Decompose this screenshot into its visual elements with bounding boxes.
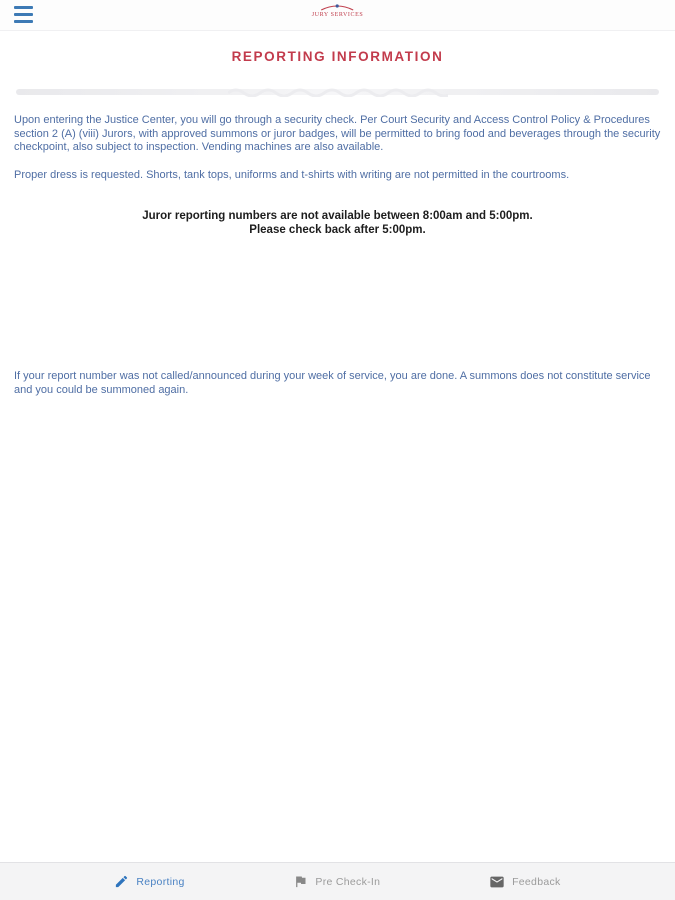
bottom-navigation-bar: [0, 862, 675, 900]
top-app-bar: [0, 0, 675, 31]
decorative-divider: [16, 89, 659, 95]
paragraph-security-check: Upon entering the Justice Center, you will go through a security check. Per Court Security and Access Control Policy & Procedures section 2 (A) (viii) Jurors, with approved summons or juror badges, will be permitted to bring food and beverages through the security checkpoint, also subject to inspection. Vending machines are also available.: [14, 114, 661, 153]
main-content: [0, 49, 675, 397]
logo-text: JURY SERVICES: [311, 12, 364, 18]
logo-arc-icon: [319, 4, 355, 11]
envelope-icon: [489, 874, 505, 890]
divider-wave-icon: [228, 85, 448, 97]
pencil-icon: [114, 874, 129, 889]
notice-line-1: Juror reporting numbers are not available between 8:00am and 5:00pm.: [142, 210, 533, 222]
nav-tab-pre-check-in[interactable]: [293, 874, 380, 889]
nav-tab-reporting[interactable]: [114, 874, 184, 889]
paragraph-service-done: If your report number was not called/announced during your week of service, you are done. A summons does not constitute service and you could be summoned again.: [14, 370, 651, 396]
reporting-numbers-notice: [14, 209, 661, 237]
notice-line-2: Please check back after 5:00pm.: [249, 224, 426, 236]
paragraph-dress-code: Proper dress is requested. Shorts, tank tops, uniforms and t-shirts with writing are not permitted in the courtrooms.: [14, 168, 570, 181]
flag-icon: [293, 874, 308, 889]
jury-services-logo: [312, 4, 364, 19]
page-title: REPORTING INFORMATION: [231, 49, 444, 64]
nav-label-pre-check-in: Pre Check-In: [315, 875, 381, 888]
hamburger-menu-icon[interactable]: [14, 6, 33, 23]
nav-label-reporting: Reporting: [136, 875, 185, 888]
nav-label-feedback: Feedback: [512, 875, 561, 888]
nav-tab-feedback[interactable]: [489, 874, 561, 890]
